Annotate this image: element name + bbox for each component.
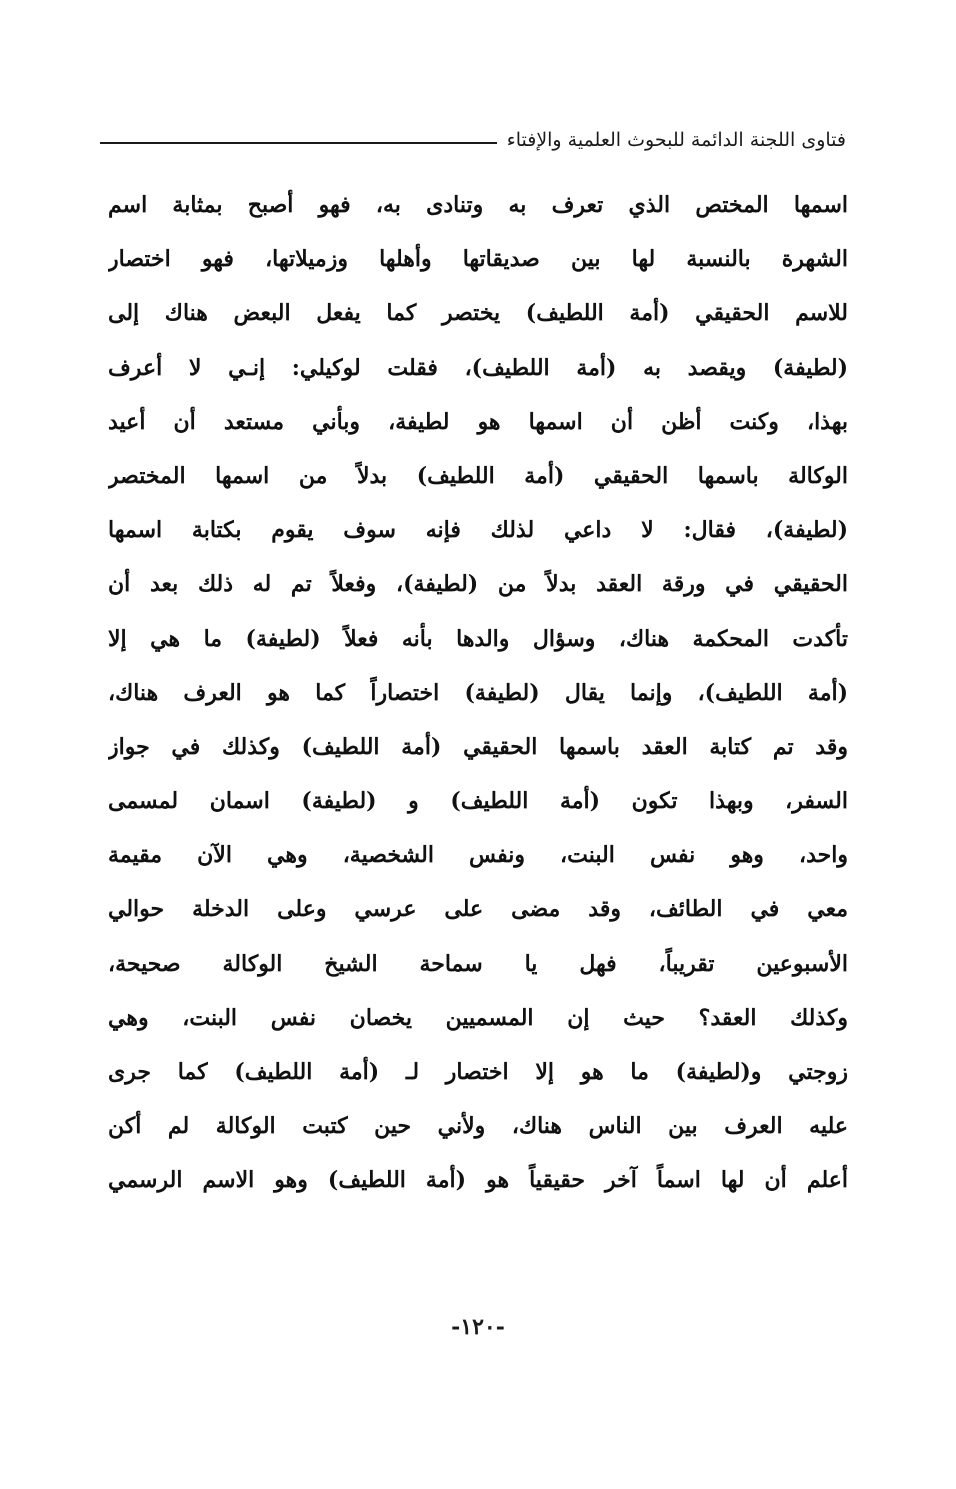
text-line: السفر، وبهذا تكون (أمة اللطيف) و (لطيفة) اسمان لمسمى — [108, 788, 848, 815]
text-line: اسمها المختص الذي تعرف به وتنادى به، فهو أصبح بمثابة اسم — [108, 192, 848, 218]
running-header — [100, 120, 846, 160]
text-line: للاسم الحقيقي (أمة اللطيف) يختصر كما يفعل البعض هناك إلى — [108, 300, 848, 327]
text-line: الشهرة بالنسبة لها بين صديقاتها وأهلها وزميلاتها، فهو اختصار — [108, 246, 848, 273]
text-line: وكذلك العقد؟ حيث إن المسميين يخصان نفس البنت، وهي — [108, 1004, 848, 1031]
text-line: بهذا، وكنت أظن أن اسمها هو لطيفة، وبأني مستعد أن أعيد — [108, 408, 848, 435]
body-text — [108, 178, 848, 1208]
text-line: عليه العرف بين الناس هناك، ولأني حين كتبت الوكالة لم أكن — [108, 1113, 848, 1140]
text-line: وقد تم كتابة العقد باسمها الحقيقي (أمة اللطيف) وكذلك في جواز — [108, 733, 848, 760]
text-line: معي في الطائف، وقد مضى على عرسي وعلى الدخلة حوالي — [108, 896, 848, 923]
text-line: (لطيفة)، فقال: لا داعي لذلك فإنه سوف يقوم بكتابة اسمها — [108, 517, 848, 544]
text-line: (أمة اللطيف)، وإنما يقال (لطيفة) اختصاراً كما هو العرف هناك، — [108, 679, 848, 706]
text-line: (لطيفة) ويقصد به (أمة اللطيف)، فقلت لوكيلي: إنـي لا أعرف — [108, 354, 848, 381]
text-line: تأكدت المحكمة هناك، وسؤال والدها بأنه فعلاً (لطيفة) ما هي إلا — [108, 625, 848, 652]
text-line: زوجتي و(لطيفة) ما هو إلا اختصار لـ (أمة اللطيف) كما جرى — [108, 1059, 848, 1085]
text-line: الوكالة باسمها الحقيقي (أمة اللطيف) بدلاً من اسمها المختصر — [108, 462, 848, 489]
text-line: الأسبوعين تقريباً، فهل يا سماحة الشيخ الوكالة صحيحة، — [108, 950, 848, 977]
text-line: أعلم أن لها اسماً آخر حقيقياً هو (أمة اللطيف) وهو الاسم الرسمي — [108, 1167, 848, 1194]
text-line: الحقيقي في ورقة العقد بدلاً من (لطيفة)، وفعلاً تم له ذلك بعد أن — [108, 571, 848, 598]
page-number: -١٢٠- — [451, 1314, 505, 1340]
header-title: فتاوى اللجنة الدائمة للبحوث العلمية والإفتاء — [506, 129, 846, 151]
text-line: واحد، وهو نفس البنت، ونفس الشخصية، وهي الآن مقيمة — [108, 842, 848, 869]
header-rule — [100, 142, 497, 144]
